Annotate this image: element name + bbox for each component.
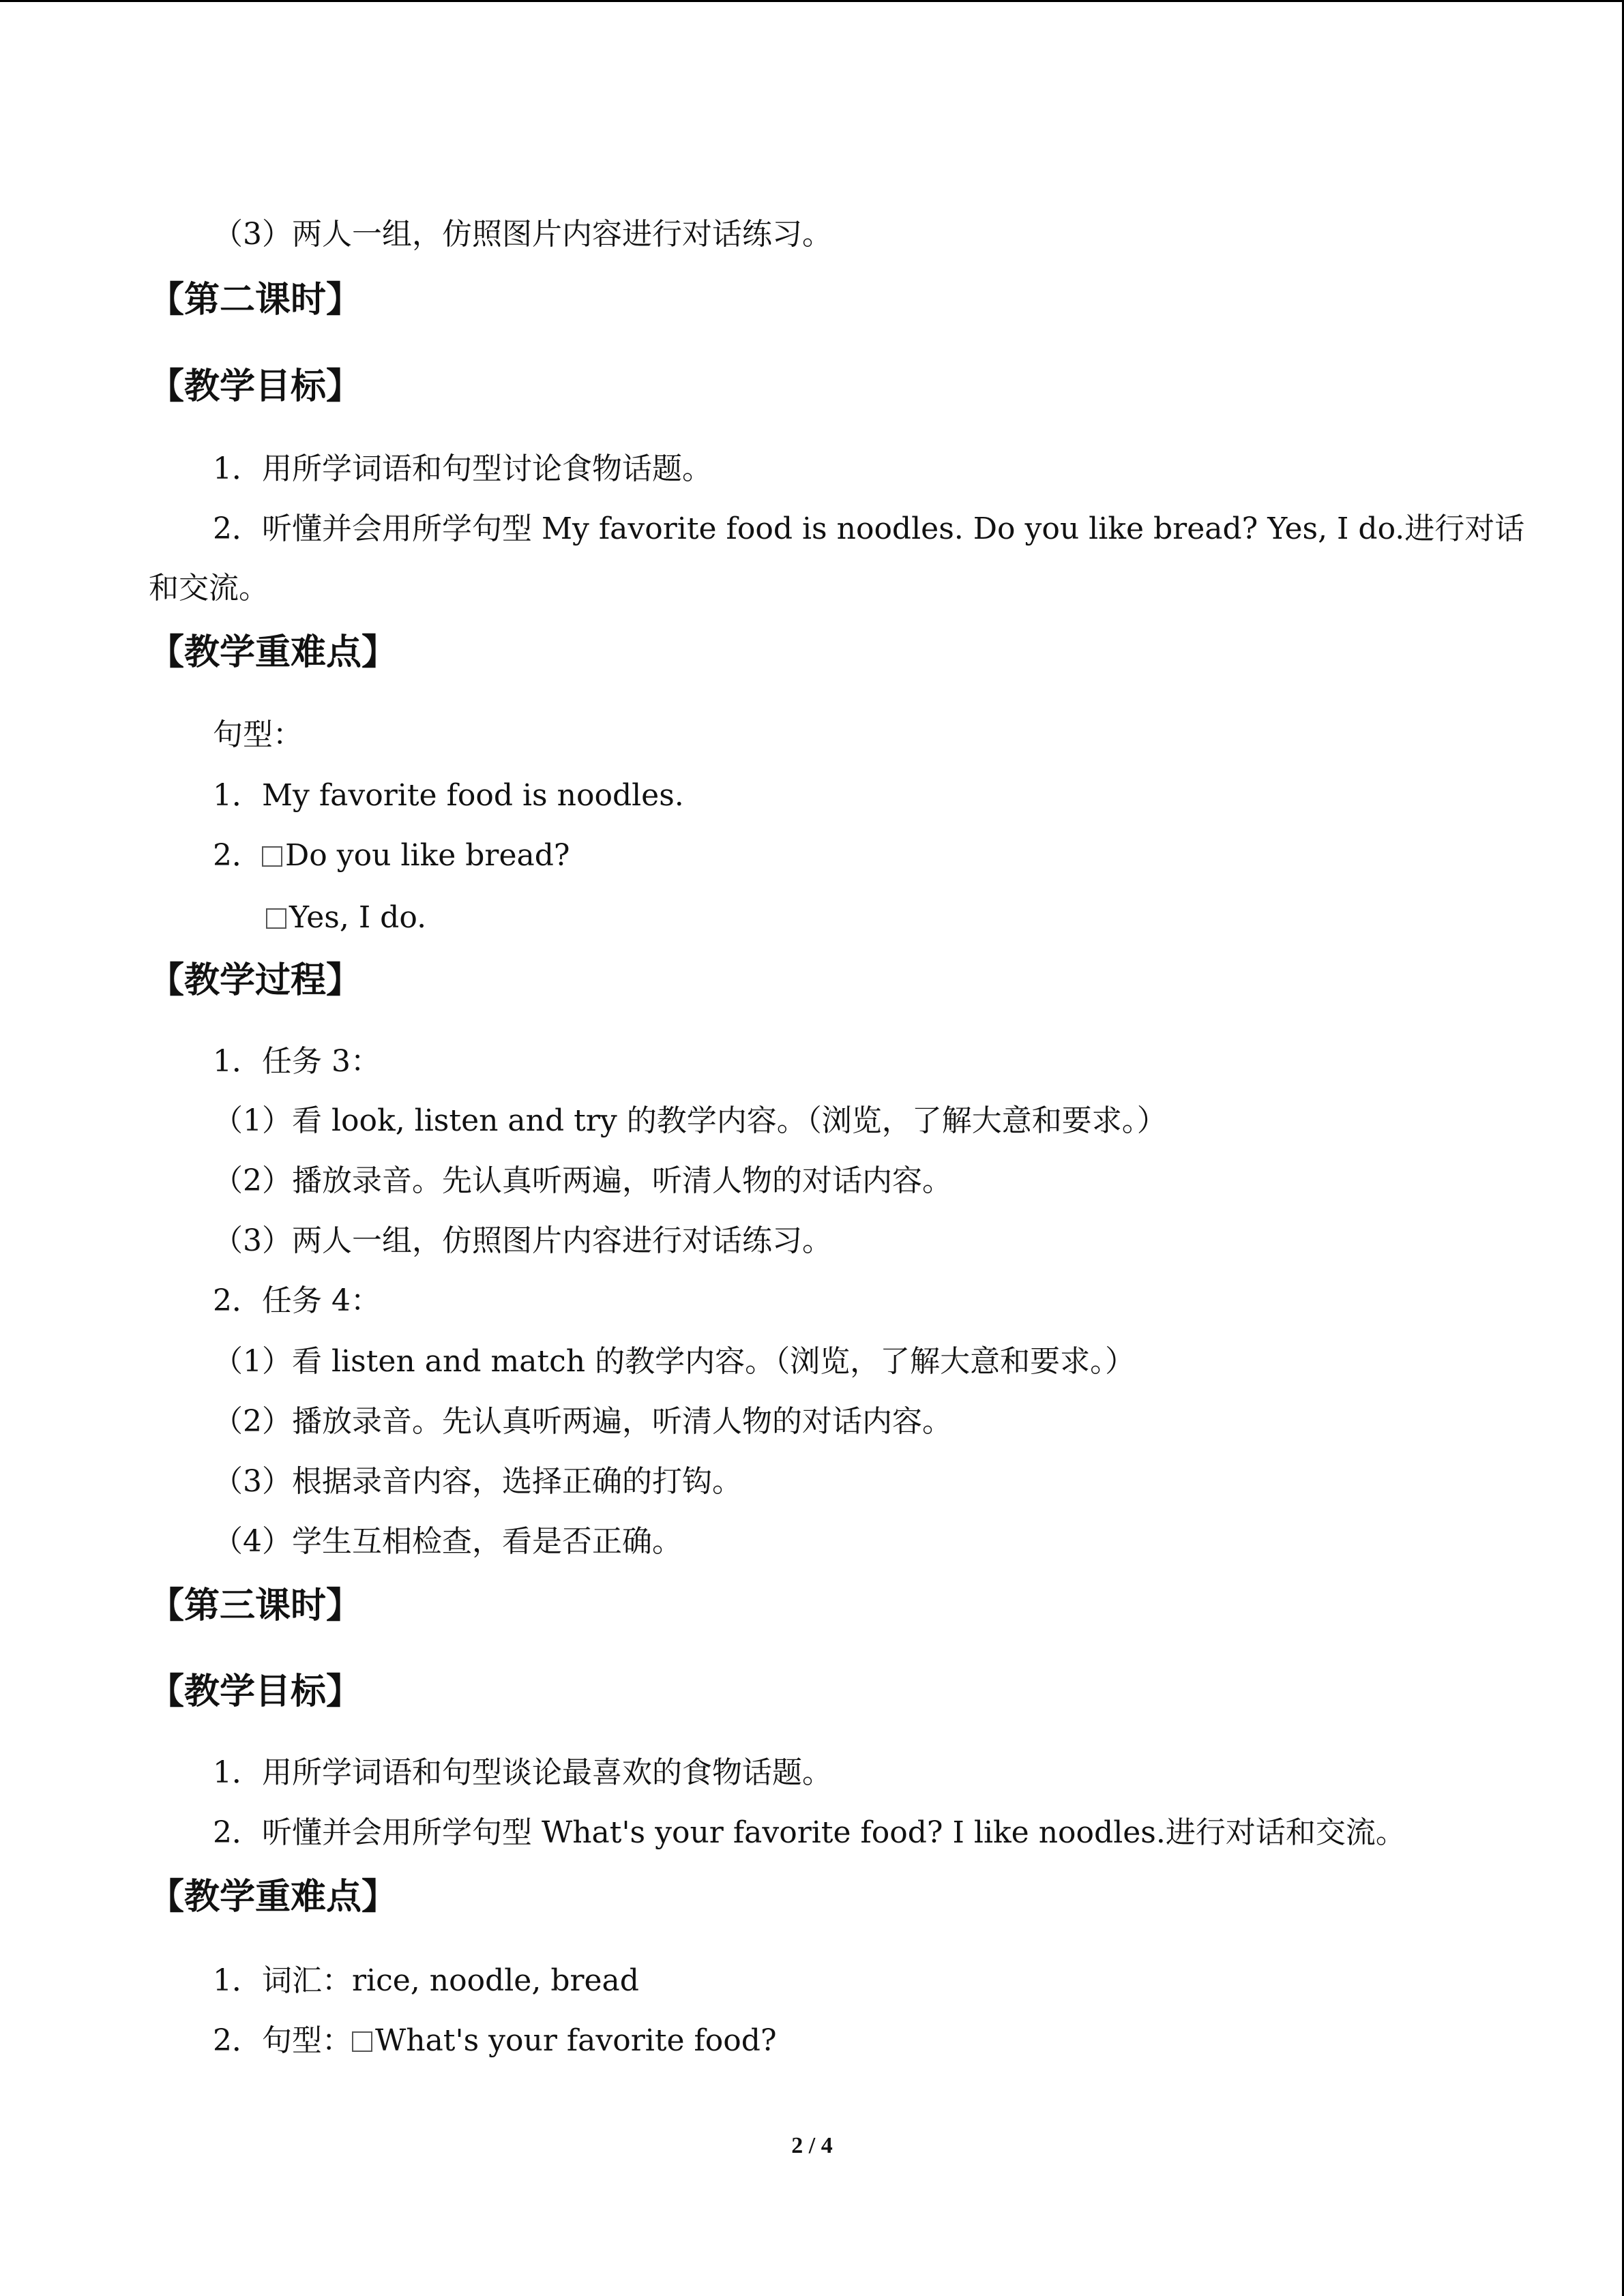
paragraph-line bbox=[213, 2021, 777, 2061]
paragraph-line: 2．任务 4： bbox=[213, 1283, 381, 1318]
section-heading: 【教学重难点】 bbox=[149, 632, 398, 673]
section-heading: 【教学重难点】 bbox=[149, 1877, 398, 1918]
section-heading: 【教学目标】 bbox=[149, 1671, 362, 1712]
paragraph-line: 和交流。 bbox=[149, 571, 269, 606]
paragraph-line: （2）播放录音。先认真听两遍，听清人物的对话内容。 bbox=[213, 1404, 952, 1439]
checkbox-glyph bbox=[266, 908, 286, 929]
paragraph-line: 1．任务 3： bbox=[213, 1044, 381, 1079]
sentence-text: What's your favorite food? bbox=[375, 2023, 777, 2058]
page-border-top bbox=[0, 0, 1624, 2]
paragraph-line: （4）学生互相检查，看是否正确。 bbox=[213, 1524, 682, 1559]
paragraph-line: （3）两人一组，仿照图片内容进行对话练习。 bbox=[213, 217, 832, 252]
page-number: 2 / 4 bbox=[791, 2133, 833, 2158]
checkbox-glyph bbox=[352, 2031, 372, 2052]
paragraph-line bbox=[266, 897, 426, 938]
paragraph-line: 1．词汇：rice, noodle, bread bbox=[213, 1963, 639, 1998]
paragraph-line: 1．用所学词语和句型讨论食物话题。 bbox=[213, 451, 712, 486]
paragraph-line: （2）播放录音。先认真听两遍，听清人物的对话内容。 bbox=[213, 1163, 952, 1198]
paragraph-line: 1．用所学词语和句型谈论最喜欢的食物话题。 bbox=[213, 1755, 832, 1790]
paragraph-line: （3）根据录音内容，选择正确的打钩。 bbox=[213, 1464, 742, 1499]
sentence-text: Yes, I do. bbox=[289, 900, 427, 935]
sentence-text: Do you like bread? bbox=[285, 838, 570, 873]
list-number: 2． bbox=[213, 838, 262, 873]
section-heading: 【第三课时】 bbox=[149, 1585, 362, 1626]
paragraph-line: （1）看 listen and match 的教学内容。（浏览，了解大意和要求。） bbox=[213, 1344, 1136, 1379]
checkbox-glyph bbox=[262, 846, 282, 867]
section-heading: 【第二课时】 bbox=[149, 280, 362, 320]
paragraph-line: 2．听懂并会用所学句型 What's your favorite food? I like noodles.进行对话和交流。 bbox=[213, 1815, 1406, 1850]
paragraph-line: 2．听懂并会用所学句型 My favorite food is noodles. Do you like bread? Yes, I do.进行对话 bbox=[213, 511, 1525, 546]
paragraph-line: 1．My favorite food is noodles. bbox=[213, 778, 684, 813]
paragraph-line bbox=[213, 835, 570, 876]
paragraph-line: （1）看 look, listen and try 的教学内容。（浏览，了解大意和要求。） bbox=[213, 1103, 1167, 1138]
paragraph-line: 句型： bbox=[213, 717, 303, 752]
section-heading: 【教学过程】 bbox=[149, 960, 362, 1001]
section-heading: 【教学目标】 bbox=[149, 366, 362, 407]
paragraph-line: （3）两人一组，仿照图片内容进行对话练习。 bbox=[213, 1223, 832, 1258]
list-number: 2．句型： bbox=[213, 2023, 352, 2058]
